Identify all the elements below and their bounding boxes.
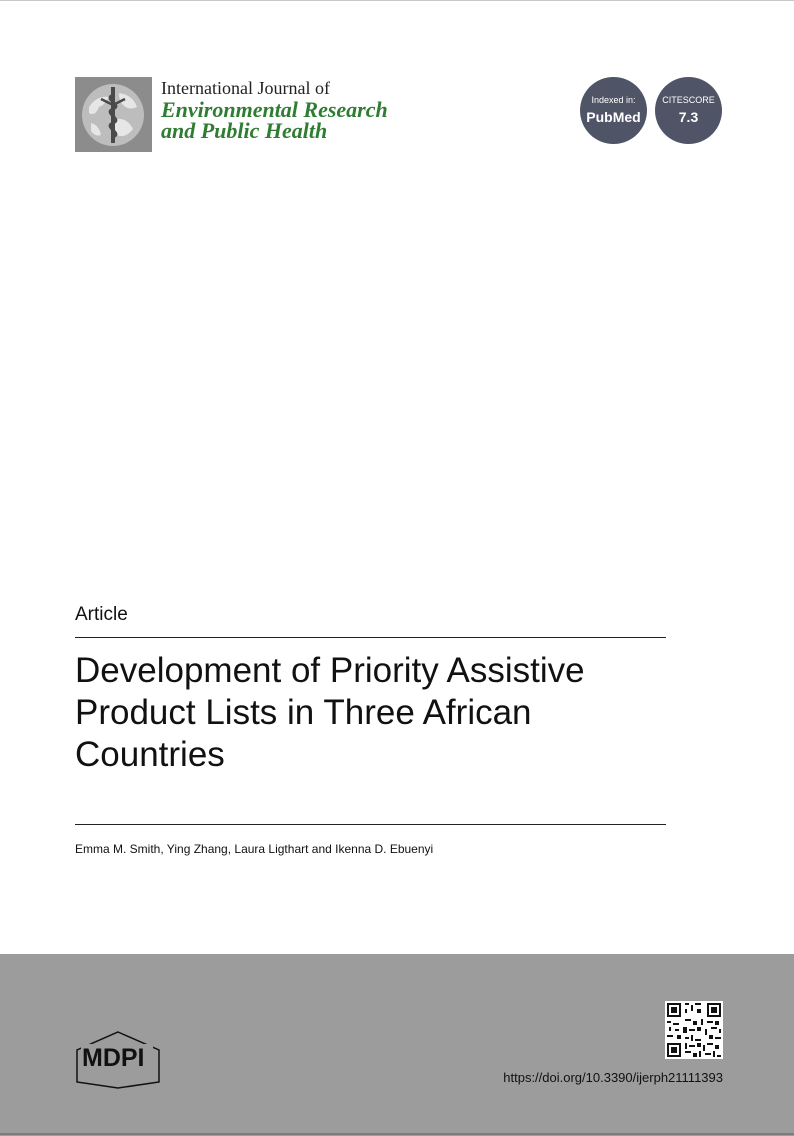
top-divider: [0, 0, 794, 1]
pubmed-badge-name: PubMed: [586, 109, 641, 125]
article-title-line-1: Development of Priority Assistive: [75, 651, 585, 690]
article-type: Article: [75, 604, 128, 625]
citescore-badge-label: CITESCORE: [662, 95, 715, 105]
footer-bottom-divider: [0, 1133, 794, 1135]
journal-name-line-2: Environmental Research: [161, 97, 388, 122]
citescore-badge-value: 7.3: [678, 109, 699, 125]
mdpi-logo-text: MDPI: [82, 1044, 145, 1072]
mdpi-logo-icon: [73, 1030, 163, 1090]
author-list: Emma M. Smith, Ying Zhang, Laura Ligthart and Ikenna D. Ebuenyi: [75, 842, 434, 856]
article-title-line-2: Product Lists in Three African: [75, 693, 532, 732]
pubmed-badge-label: Indexed in:: [591, 95, 636, 105]
journal-name-line-1: International Journal of: [161, 78, 330, 98]
title-top-divider: [75, 637, 666, 638]
title-bottom-divider: [75, 824, 666, 825]
pubmed-badge[interactable]: [580, 77, 647, 144]
article-title-line-3: Countries: [75, 735, 225, 774]
journal-name: [161, 78, 388, 141]
citescore-badge[interactable]: [655, 77, 722, 144]
journal-emblem-icon: [75, 77, 152, 152]
journal-name-line-3: and Public Health: [161, 118, 328, 143]
doi-link[interactable]: https://doi.org/10.3390/ijerph21111393: [503, 1070, 723, 1085]
qr-code-icon[interactable]: [665, 1001, 723, 1059]
article-title: [75, 650, 665, 776]
